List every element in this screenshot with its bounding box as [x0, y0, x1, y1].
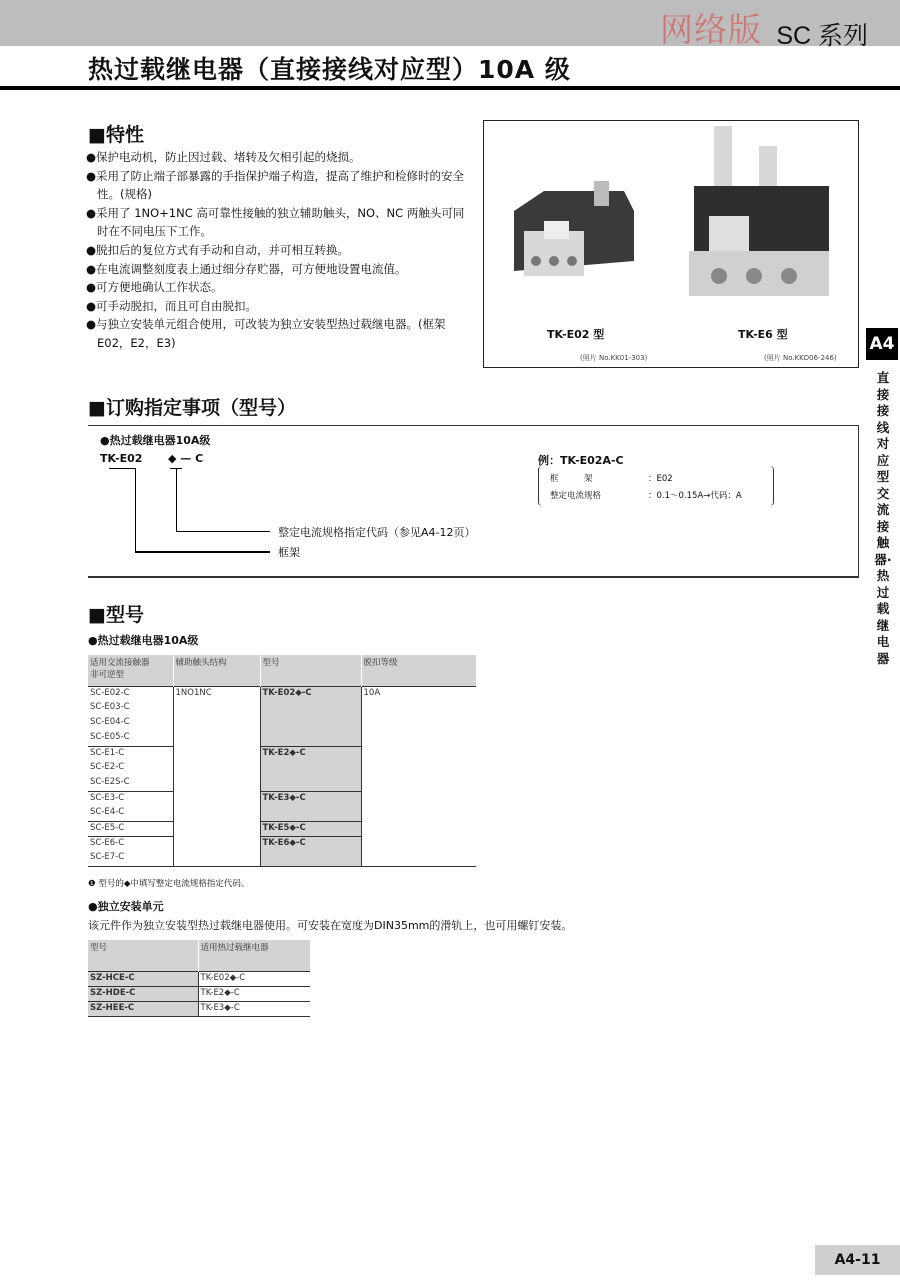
features-heading: ■特性 [88, 124, 144, 146]
unit-subheading: ●独立安装单元 [88, 900, 164, 913]
photo-caption: TK-E02 型 [547, 328, 605, 341]
unit-relay-cell: TK-E2◆-C [200, 987, 240, 998]
contactor-cell: SC-E6-C [90, 837, 125, 848]
code-label: 整定电流规格指定代码（参见A4-12页） [278, 526, 476, 539]
features-list [86, 148, 468, 353]
code-base: TK-E02 [100, 452, 143, 465]
code-suffix: ◆ — C [168, 452, 204, 465]
contactor-cell: SC-E4-C [90, 807, 125, 817]
page-title: 热过载继电器（直接接线对应型）10A 级 [88, 55, 571, 84]
contactor-cell: SC-E2-C [90, 762, 125, 772]
type-cell: TK-E02◆-C [260, 686, 361, 746]
column-header: 适用交流接触器 非可逆型 [88, 655, 173, 686]
feature-item: ●与独立安装单元组合使用，可改装为独立安装型热过载继电器。(框架 E02，E2，E3) [86, 317, 446, 350]
unit-model-cell: SZ-HCE-C [88, 971, 198, 986]
column-header: 脱扣等级 [363, 658, 398, 668]
example-frame-value: ：E02 [648, 474, 673, 484]
models-note: ❶ 型号的◆中填写整定电流规格指定代码。 [88, 879, 250, 889]
ordering-heading: ■订购指定事项（型号） [88, 397, 296, 419]
title-rule [0, 86, 900, 90]
watermark: 网络版 [660, 10, 762, 49]
product-photos [483, 120, 859, 368]
ordering-subheading: ●热过载继电器10A级 [100, 434, 211, 447]
feature-item: ●采用了防止端子部暴露的手指保护端子构造，提高了维护和检修时的安全性。(规格) [86, 168, 465, 202]
column-header: 型号 [88, 940, 198, 971]
example-current-value: ：0.1～0.15A→代码：A [648, 491, 742, 501]
example-frame-label: 框 架 [550, 474, 593, 484]
contactor-cell: SC-E04-C [90, 717, 130, 727]
section-vertical-label: 直接接线对应型交流接触器·热过载继电器 [874, 370, 892, 666]
type-cell: TK-E3◆-C [260, 791, 361, 821]
feature-item: ●采用了 1NO+1NC 高可靠性接触的独立辅助触头，NO、NC 两触头可同时在不同电压下工作。 [86, 205, 465, 239]
example-current-label: 整定电流规格 [550, 491, 602, 501]
photo-caption: TK-E6 型 [738, 328, 788, 341]
contactor-cell: SC-E3-C [90, 792, 125, 803]
unit-model-cell: SZ-HEE-C [88, 1001, 198, 1016]
type-cell: TK-E6◆-C [260, 836, 361, 866]
contactor-cell: SC-E1-C [90, 747, 125, 758]
unit-description: 该元件作为独立安装型热过载继电器使用。可安装在宽度为DIN35mm的滑轨上，也可用螺钉安装。 [88, 919, 573, 932]
contactor-cell: SC-E2S-C [90, 777, 130, 787]
column-header: 适用热过载继电器 [200, 943, 269, 953]
feature-item: ●脱扣后的复位方式有手动和自动，并可相互转换。 [86, 242, 350, 257]
example-code: 例：TK-E02A-C [538, 454, 624, 467]
unit-relay-cell: TK-E02◆-C [200, 972, 246, 983]
contactor-cell: SC-E7-C [90, 852, 125, 862]
unit-model-cell: SZ-HDE-C [88, 986, 198, 1001]
section-tab: A4 [866, 328, 898, 360]
unit-relay-cell: TK-E3◆-C [200, 1002, 240, 1013]
page-number: A4-11 [815, 1245, 900, 1275]
models-subheading: ●热过载继电器10A级 [88, 634, 199, 647]
models-table [88, 655, 476, 867]
photo-number: (照片 No.KK01-303) [580, 354, 648, 362]
contactor-cell: SC-E5-C [90, 822, 125, 833]
feature-item: ●可方便地确认工作状态。 [86, 280, 223, 295]
feature-item: ●在电流调整刻度表上通过细分存贮器，可方便地设置电流值。 [86, 261, 407, 276]
column-header: 辅助触头结构 [173, 655, 260, 686]
frame-label: 框架 [278, 546, 300, 559]
relay-photo-tk-e02 [504, 171, 644, 281]
aux-contact-cell: 1NO1NC [173, 686, 260, 866]
photo-number: (照片 No.KKD06-246) [764, 354, 837, 362]
trip-class-cell: 10A [361, 686, 476, 866]
column-header: 型号 [260, 655, 361, 686]
ordering-box [88, 425, 859, 578]
feature-item: ●可手动脱扣，而且可自由脱扣。 [86, 298, 258, 313]
unit-table [88, 940, 310, 1017]
contactor-cell: SC-E05-C [90, 732, 130, 742]
type-cell: TK-E5◆-C [260, 821, 361, 836]
series-label: SC 系列 [776, 22, 868, 50]
contactor-cell: SC-E02-C [90, 687, 130, 698]
feature-item: ●保护电动机，防止因过载、堵转及欠相引起的烧损。 [86, 150, 361, 164]
type-cell: TK-E2◆-C [260, 746, 361, 791]
contactor-cell: SC-E03-C [90, 702, 130, 712]
relay-photo-tk-e6 [684, 126, 834, 301]
header-band [0, 0, 900, 46]
models-heading: ■型号 [88, 604, 144, 626]
